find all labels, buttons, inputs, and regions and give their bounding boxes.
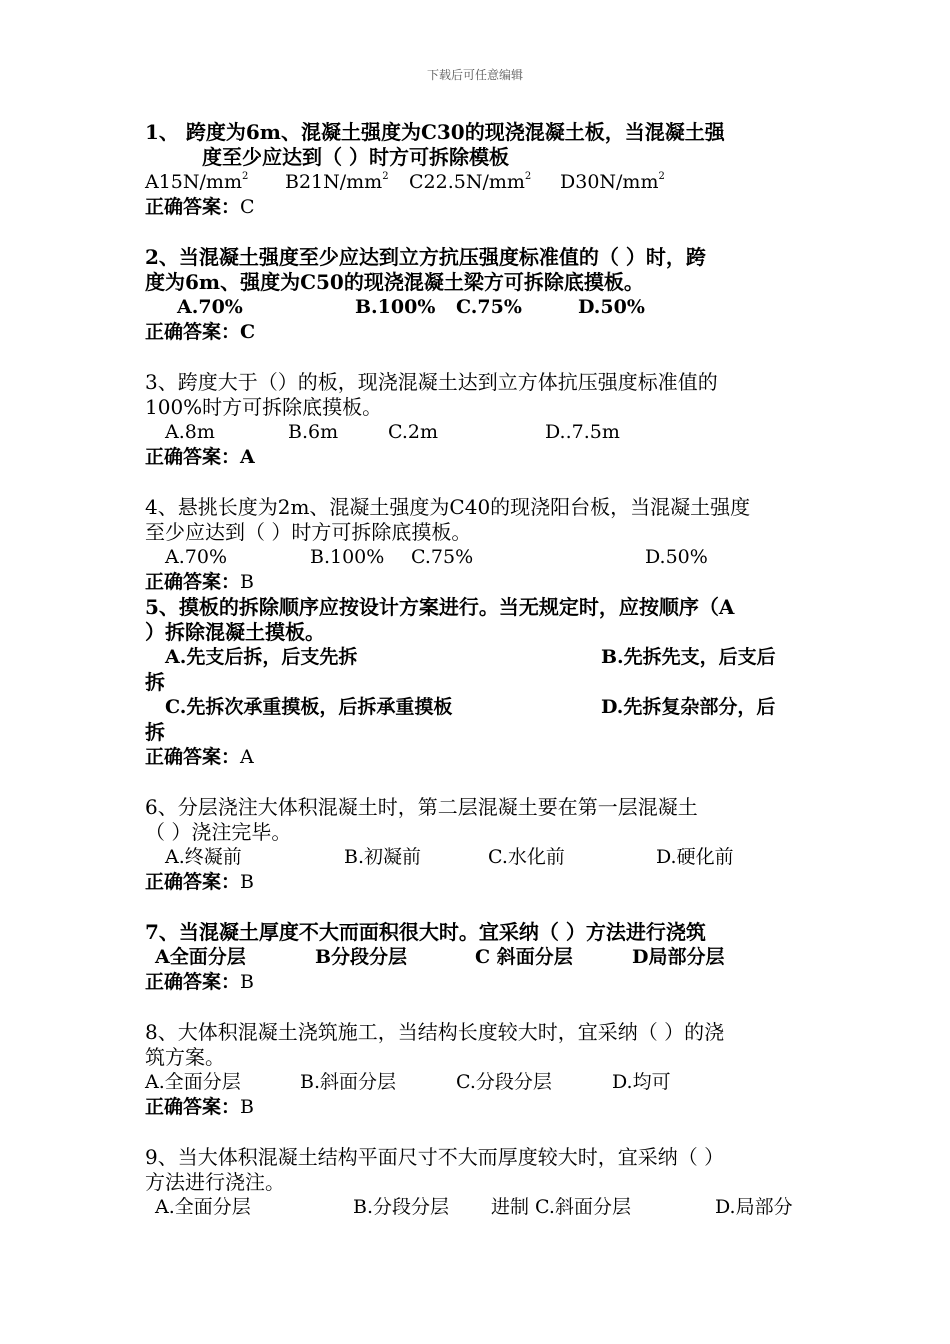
option-c: C.分段分层 — [456, 1071, 552, 1093]
question-stem-cont: （ ）浇注完毕。 — [145, 820, 292, 844]
question-stem: 1、 跨度为6m、混凝土强度为C30的现浇混凝土板，当混凝土强 — [145, 120, 725, 144]
question-4 — [145, 495, 810, 595]
answer-line: 正确答案：B — [145, 971, 254, 993]
question-list — [145, 120, 810, 1220]
option-b: B.斜面分层 — [300, 1071, 397, 1093]
option-a: A.8m — [165, 421, 215, 443]
option-d: D.50% — [578, 296, 645, 318]
option-c: C.75% — [456, 296, 522, 318]
option-d-wrap: 拆 — [145, 720, 165, 744]
question-7 — [145, 920, 810, 995]
option-b: B.6m — [288, 421, 339, 443]
option-row — [145, 545, 810, 570]
question-1 — [145, 120, 810, 220]
question-3 — [145, 370, 810, 470]
option-a: A.全面分层 — [155, 1196, 251, 1218]
option-row — [145, 420, 810, 445]
option-row — [145, 645, 810, 670]
option-b: B.初凝前 — [344, 846, 422, 868]
option-c: $C22.5N/mm^2$ — [409, 171, 532, 193]
question-stem-cont: 至少应达到（ ）时方可拆除底摸板。 — [145, 520, 472, 544]
option-b-wrap: 拆 — [145, 670, 165, 694]
option-row — [145, 845, 810, 870]
option-b: B.100% — [355, 296, 436, 318]
option-d: D.均可 — [612, 1071, 671, 1093]
question-stem: 5、摸板的拆除顺序应按设计方案进行。当无规定时，应按顺序（A — [145, 595, 735, 619]
option-b: B.100% — [310, 546, 385, 568]
question-6 — [145, 795, 810, 895]
option-row — [145, 945, 810, 970]
option-b: $B21N/mm^2$ — [285, 171, 389, 193]
question-stem: 2、当混凝土强度至少应达到立方抗压强度标准值的（ ）时，跨 — [145, 245, 706, 269]
option-row — [145, 170, 810, 195]
question-stem: 6、分层浇注大体积混凝土时，第二层混凝土要在第一层混凝土 — [145, 795, 698, 819]
option-c: C.2m — [388, 421, 439, 443]
page-header: 下载后可任意编辑 — [426, 68, 523, 82]
question-5 — [145, 595, 810, 770]
answer-line: 正确答案：B — [145, 871, 254, 893]
answer-line: 正确答案：A — [145, 446, 255, 468]
option-d: D.局部分 — [715, 1196, 793, 1218]
answer-line: 正确答案：C — [145, 321, 256, 343]
option-a: A.先支后拆，后支先拆 — [165, 646, 358, 668]
option-a: A.70% — [177, 296, 243, 318]
option-d: D..7.5m — [545, 421, 620, 443]
option-c: C.先拆次承重摸板，后拆承重摸板 — [165, 696, 453, 718]
option-d: D.50% — [645, 546, 708, 568]
question-stem-cont: 方法进行浇注。 — [145, 1170, 285, 1194]
answer-line: 正确答案：A — [145, 746, 254, 768]
question-stem-cont: 100%时方可拆除底摸板。 — [145, 395, 383, 419]
option-a: A.全面分层 — [145, 1071, 241, 1093]
option-a: A.70% — [165, 546, 227, 568]
question-9 — [145, 1145, 810, 1220]
question-stem-cont: 度为6m、强度为C50的现浇混凝土梁方可拆除底摸板。 — [145, 270, 644, 294]
question-stem: 4、悬挑长度为2m、混凝土强度为C40的现浇阳台板，当混凝土强度 — [145, 495, 751, 519]
option-row — [145, 695, 810, 720]
option-b: B.分段分层 — [353, 1196, 450, 1218]
question-8 — [145, 1020, 810, 1120]
option-d: D局部分层 — [632, 946, 725, 968]
option-a: A全面分层 — [155, 946, 246, 968]
option-b: B.先拆先支，后支后 — [601, 646, 776, 668]
option-d: D.硬化前 — [656, 846, 734, 868]
answer-line: 正确答案：C — [145, 196, 255, 218]
question-stem-cont: ）拆除混凝土摸板。 — [145, 620, 325, 644]
option-b: B分段分层 — [315, 946, 408, 968]
option-d: D.先拆复杂部分，后 — [601, 696, 776, 718]
option-c: C.75% — [411, 546, 474, 568]
question-2 — [145, 245, 810, 345]
option-d: $D30N/mm^2$ — [560, 171, 665, 193]
option-c: C.水化前 — [488, 846, 565, 868]
question-stem: 7、当混凝土厚度不大而面积很大时。宜采纳（ ）方法进行浇筑 — [145, 920, 706, 944]
option-c: 进制 C.斜面分层 — [491, 1196, 631, 1218]
question-stem-cont: 筑方案。 — [145, 1045, 225, 1069]
option-row — [145, 1195, 810, 1220]
option-row — [145, 1070, 810, 1095]
option-c: C 斜面分层 — [475, 946, 573, 968]
option-a: A.终凝前 — [165, 846, 242, 868]
question-stem: 8、大体积混凝土浇筑施工，当结构长度较大时，宜采纳（ ）的浇 — [145, 1020, 725, 1044]
answer-line: 正确答案：B — [145, 571, 254, 593]
question-stem: 3、跨度大于（）的板，现浇混凝土达到立方体抗压强度标准值的 — [145, 370, 718, 394]
answer-line: 正确答案：B — [145, 1096, 254, 1118]
option-a: $A15N/mm^2$ — [145, 171, 249, 193]
option-row — [145, 295, 810, 320]
question-stem-cont: 度至少应达到（ ）时方可拆除模板 — [202, 145, 509, 169]
question-stem: 9、当大体积混凝土结构平面尺寸不大而厚度较大时，宜采纳（ ） — [145, 1145, 725, 1169]
